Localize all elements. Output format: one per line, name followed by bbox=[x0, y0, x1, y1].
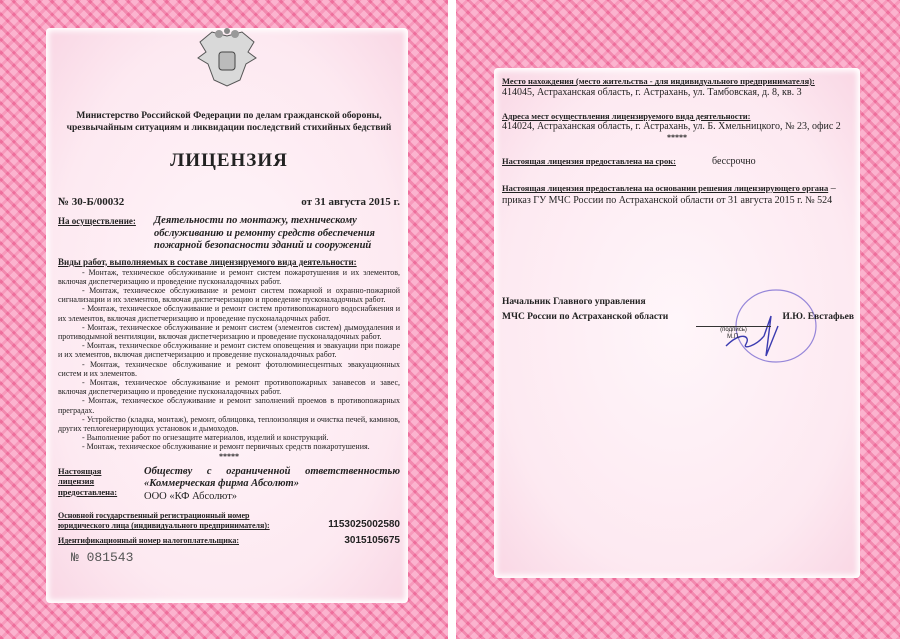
basis-text bbox=[502, 182, 852, 207]
work-item: - Монтаж, техническое обслуживание и ремонт противопожарных занавесов и завес, включая диспетчеризацию и проведение пусконаладочных работ. bbox=[58, 377, 400, 397]
term-label: Настоящая лицензия предоставлена на срок: bbox=[502, 156, 676, 166]
signer-row bbox=[502, 310, 854, 324]
basis-value: – приказ ГУ МЧС России по Астраханской области от 31 августа 2015 г. № 524 bbox=[502, 183, 836, 206]
works-list bbox=[58, 257, 400, 461]
work-item: - Монтаж, техническое обслуживание и ремонт систем (элементов систем) дымоудаления и противодымной вентиляции, включая диспетчеризацию и проведение пусконаладочных работ. bbox=[58, 322, 400, 341]
address-label: Адреса мест осуществления лицензируемого вида деятельности: bbox=[502, 110, 751, 121]
separator: ***** bbox=[219, 451, 239, 461]
work-item: - Устройство (кладка, монтаж), ремонт, облицовка, теплоизоляция и очистка печей, каминов, других теплогенерирующих установок и дымоходов. bbox=[58, 414, 400, 433]
ogrn-label: Основной государственный регистрационный номер юридического лица (индивидуального предпринимателя): bbox=[58, 511, 270, 531]
number-date-row bbox=[58, 196, 400, 209]
granted-to: Обществу с ограниченной ответственностью «Коммерческая фирма Абсолют» bbox=[144, 465, 400, 490]
back-page-content bbox=[494, 68, 860, 578]
license-front-page bbox=[0, 0, 448, 639]
works-heading: Виды работ, выполняемых в составе лицензируемого вида деятельности: bbox=[58, 256, 357, 267]
stamp-caption: М.П. bbox=[727, 334, 740, 340]
granted-row bbox=[58, 466, 400, 504]
activity-text: Деятельности по монтажу, техническому обслуживанию и ремонту средств обеспечения пожарной безопасности зданий и сооружений bbox=[154, 215, 375, 251]
signer-title-line2: МЧС России по Астраханской области bbox=[502, 312, 669, 322]
work-item: - Монтаж, техническое обслуживание и ремонт систем пожарной и охранно-пожарной сигнализации и их элементов, включая диспетчеризацию и проведение пусконаладочных работ. bbox=[58, 285, 400, 305]
ogrn-row bbox=[58, 511, 400, 531]
term-value: бессрочно bbox=[711, 156, 756, 167]
location-value: 414045, Астраханская область, г. Астрахань, ул. Тамбовская, д. 8, кв. 3 bbox=[502, 86, 802, 98]
work-item: - Монтаж, техническое обслуживание и ремонт систем оповещения и эвакуации при пожаре и их элементов, включая диспетчеризацию и проведение пусконаладочных работ. bbox=[58, 341, 400, 360]
granted-block bbox=[134, 466, 400, 504]
ministry-name: Министерство Российской Федерации по делам гражданской обороны, чрезвычайным ситуациям и ликвидации последствий стихийных бедствий bbox=[66, 111, 392, 133]
address-value: 414024, Астраханская область, г. Астрахань, ул. Б. Хмельницкого, № 23, офис 2 bbox=[502, 121, 841, 132]
basis-label: Настоящая лицензия предоставлена на основании решения лицензирующего органа bbox=[502, 183, 829, 193]
license-number: № 30-Б/00032 bbox=[58, 196, 125, 208]
signer-title-line1: Начальник Главного управления bbox=[502, 297, 646, 307]
inn-label: Идентификационный номер налогоплательщика: bbox=[58, 536, 240, 546]
blank-number: № 081543 bbox=[71, 550, 134, 566]
back-page-body bbox=[502, 76, 852, 207]
front-page-body bbox=[58, 110, 400, 565]
signature-caption: (подпись) bbox=[720, 327, 747, 333]
work-item: - Монтаж, техническое обслуживание и ремонт систем пожаротушения и их элементов, включая диспетчеризацию и проведение пусконаладочных работ. bbox=[58, 267, 400, 286]
license-date: от 31 августа 2015 г. bbox=[301, 196, 400, 208]
activity-row bbox=[58, 215, 400, 253]
granted-label: Настоящая лицензия предоставлена: bbox=[58, 465, 118, 497]
granted-short-name: ООО «КФ Абсолют» bbox=[144, 490, 238, 502]
signature-line bbox=[696, 326, 771, 341]
activity-label: На осуществление: bbox=[58, 216, 136, 226]
work-item: - Монтаж, техническое обслуживание и ремонт заполнений проемов в противопожарных преградах. bbox=[58, 396, 400, 415]
work-item: - Монтаж, техническое обслуживание и ремонт первичных средств пожаротушения. bbox=[82, 442, 370, 452]
work-item: - Монтаж, техническое обслуживание и ремонт фотолюминесцентных эвакуационных систем и их элементов. bbox=[58, 359, 400, 378]
front-page-content bbox=[46, 28, 408, 603]
license-back-page bbox=[456, 0, 900, 639]
inn-value: 3015105675 bbox=[344, 535, 400, 547]
separator: ***** bbox=[667, 133, 687, 142]
signer-block bbox=[502, 294, 854, 340]
ogrn-value: 1153025002580 bbox=[328, 519, 400, 531]
work-item: - Монтаж, техническое обслуживание и ремонт систем противопожарного водоснабжения и их элементов, включая диспетчеризацию и проведение пусконаладочных работ. bbox=[58, 304, 400, 323]
document-title: ЛИЦЕНЗИЯ bbox=[170, 150, 288, 171]
work-item: - Выполнение работ по огнезащите материалов, изделий и конструкций. bbox=[82, 433, 329, 443]
signer-name: И.Ю. Евстафьев bbox=[782, 312, 854, 322]
term-row bbox=[502, 155, 852, 168]
inn-row bbox=[58, 535, 400, 547]
location-label: Место нахождения (место жительства - для индивидуального предпринимателя): bbox=[502, 76, 815, 86]
coat-of-arms-emblem bbox=[192, 28, 262, 90]
